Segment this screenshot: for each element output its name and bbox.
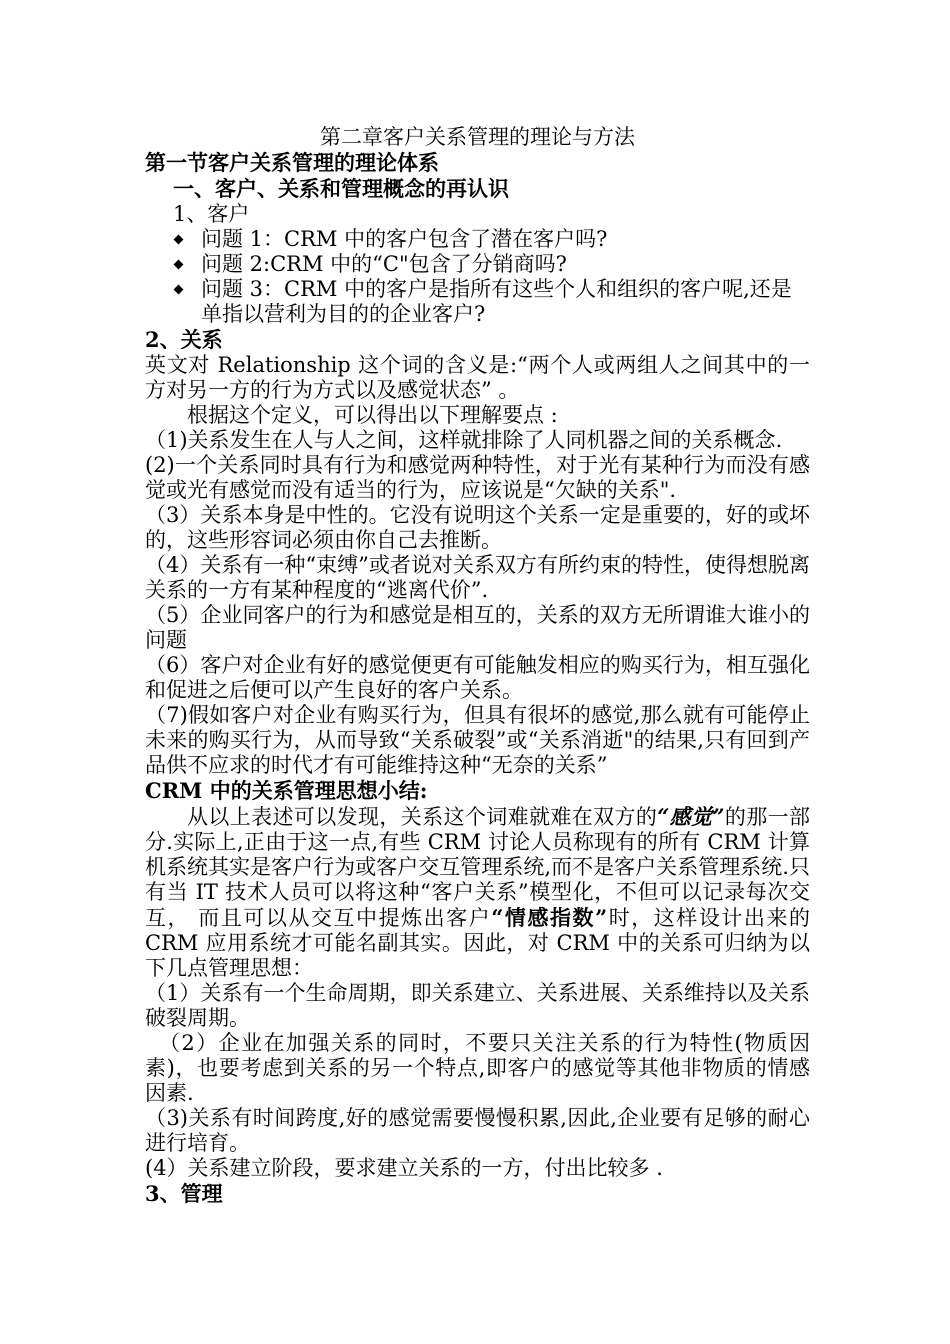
diamond-bullet-icon (174, 260, 184, 270)
point-paragraph: (2)一个关系同时具有行为和感觉两种特性，对于光有某种行为而没有感觉或光有感觉而没有适当的行为，应该说是“欠缺的关系". (145, 453, 810, 502)
diamond-bullet-icon (174, 285, 184, 295)
point-paragraph: （4）关系有一种“束缚”或者说对关系双方有所约束的特性，使得想脱离关系的一方有某种程度的“逃离代价”. (145, 553, 810, 602)
idea-paragraph: （3)关系有时间跨度,好的感觉需要慢慢积累,因此,企业要有足够的耐心进行培育。 (145, 1106, 810, 1155)
question-text: 问题 3：CRM 中的客户是指所有这些个人和组织的客户呢,还是单指以营利为目的的企业客户? (201, 277, 792, 326)
intro-points-paragraph: 根据这个定义，可以得出以下理解要点 : (187, 403, 558, 427)
point-paragraph: （7)假如客户对企业有购买行为，但具有很坏的感觉,那么就有可能停止未来的购买行为，从而导致“关系破裂”或“关系消逝"的结果,只有回到产品供不应求的时代才有可能维持这种“无奈的关系” (145, 703, 810, 777)
summary-emphasis: “情感指数” (491, 905, 608, 930)
question-list (145, 227, 810, 327)
definition-paragraph: 英文对 Relationship 这个词的含义是:“两个人或两组人之间其中的一方对另一方的行为方式以及感觉状态” 。 (145, 353, 810, 402)
idea-paragraph: (4）关系建立阶段，要求建立关系的一方，付出比较多 . (145, 1156, 663, 1180)
item-heading-customer: 1、客户 (173, 202, 250, 226)
question-item (175, 227, 810, 252)
diamond-bullet-icon (174, 235, 184, 245)
idea-paragraph: （1）关系有一个生命周期，即关系建立、关系进展、关系维持以及关系破裂周期。 (145, 981, 810, 1030)
item-heading-relationship: 2、关系 (145, 327, 223, 352)
question-text: 问题 1：CRM 中的客户包含了潜在客户吗? (201, 227, 608, 251)
point-paragraph: （6）客户对企业有好的感觉便更有可能触发相应的购买行为，相互强化和促进之后便可以产生良好的客户关系。 (145, 653, 810, 702)
chapter-title: 第二章客户关系管理的理论与方法 (320, 125, 635, 149)
summary-paragraph (145, 804, 810, 981)
summary-heading: CRM 中的关系管理思想小结: (145, 778, 428, 803)
item-heading-management: 3、管理 (145, 1181, 223, 1206)
document-body (145, 124, 810, 1207)
subsection-title: 一、客户、关系和管理概念的再认识 (173, 176, 509, 201)
point-paragraph: （3）关系本身是中性的。它没有说明这个关系一定是重要的，好的或坏的，这些形容词必须由你自己去推断。 (145, 503, 810, 552)
point-paragraph: （1)关系发生在人与人之间，这样就排除了人同机器之间的关系概念. (145, 428, 783, 452)
summary-text: 时，这样设计出来的 CRM 应用系统才可能名副其实。因此，对 CRM 中的关系可归纳为以下几点管理思想： (145, 906, 810, 980)
summary-text: 从以上表述可以发现，关系这个词难就难在双方的 (187, 805, 658, 829)
summary-text: 的那一部分.实际上,正由于这一点,有些 CRM 讨论人员称现有的所有 CRM 计算机系统其实是客户行为或客户交互管理系统,而不是客户关系管理系统.只有当 IT 技术人员可以将这种“客户关系”模型化，不但可以记录每次交互， 而且可以从交互中提炼出客户 (145, 805, 810, 930)
idea-paragraph: （2）企业在加强关系的同时，不要只关注关系的行为特性(物质因素)，也要考虑到关系的另一个特点,即客户的感觉等其他非物质的情感因素. (145, 1031, 810, 1105)
question-item (175, 277, 810, 327)
question-item (175, 252, 810, 277)
summary-emphasis: “感觉” (657, 804, 725, 829)
section-title: 第一节客户关系管理的理论体系 (145, 150, 439, 175)
question-text: 问题 2:CRM 中的“C"包含了分销商吗? (201, 252, 567, 276)
point-paragraph: （5）企业同客户的行为和感觉是相互的，关系的双方无所谓谁大谁小的问题 (145, 603, 810, 652)
